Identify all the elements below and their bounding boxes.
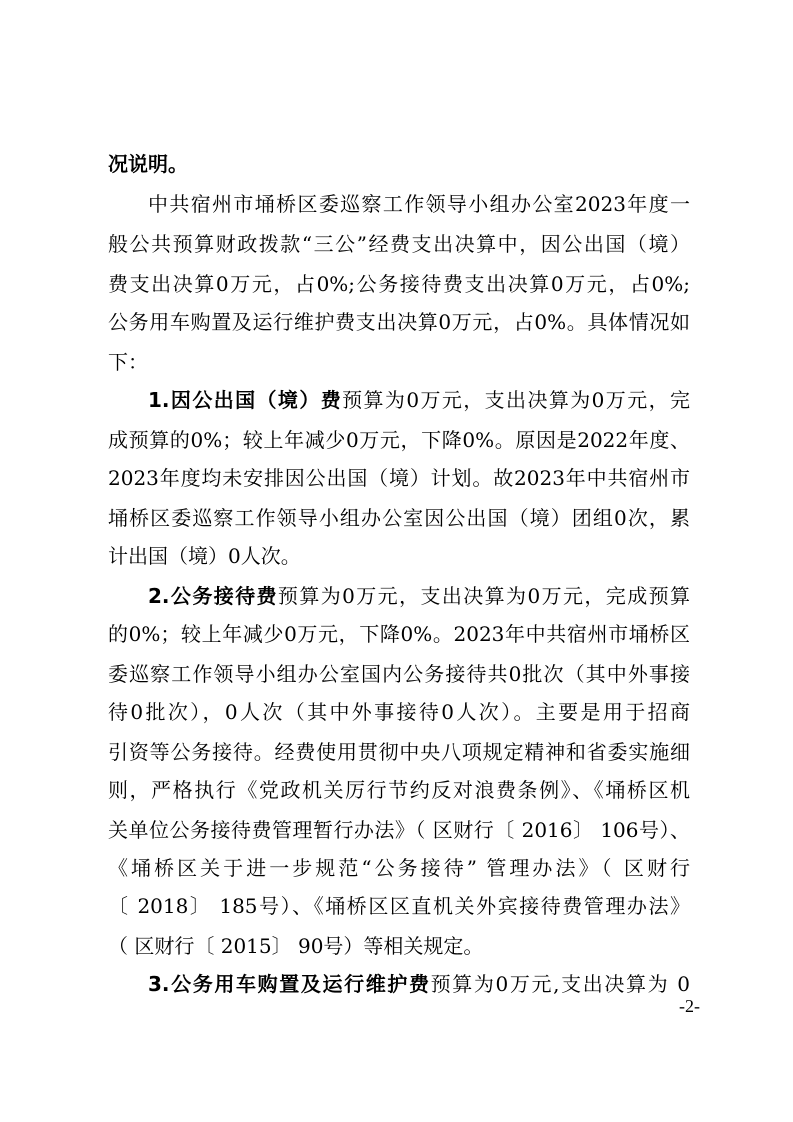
line-text: 预算为0万元，支出决算为0万元，完 bbox=[342, 388, 690, 412]
section-heading: 1.因公出国（境）费 bbox=[148, 388, 343, 412]
text-line: 2023年度均未安排因公出国（境）计划。故2023年中共宿州市 bbox=[108, 466, 690, 490]
page-number: -2- bbox=[679, 996, 700, 1016]
text-line: 中共宿州市埇桥区委巡察工作领导小组办公室2023年度一 bbox=[148, 192, 690, 216]
text-line: 般公共预算财政拨款“三公”经费支出决算中，因公出国（境） bbox=[108, 232, 690, 256]
text-line: 《埇桥区关于进一步规范“公务接待” 管理办法》（ 区财行 bbox=[108, 856, 690, 880]
text-line: 〔 2018〕 185号）、《埇桥区区直机关外宾接待费管理办法》 bbox=[108, 894, 690, 918]
text-line: 埇桥区委巡察工作领导小组办公室因公出国（境）团组0次，累 bbox=[108, 506, 690, 530]
text-line bbox=[148, 384, 690, 416]
section-heading: 2.公务接待费 bbox=[148, 584, 278, 608]
section-heading: 3.公务用车购置及运行维护费 bbox=[148, 972, 431, 996]
text-line: 委巡察工作领导小组办公室国内公务接待共0批次（其中外事接 bbox=[108, 662, 690, 686]
text-line: 引资等公务接待。经费使用贯彻中央八项规定精神和省委实施细 bbox=[108, 740, 690, 764]
line-text: 预算为0万元，支出决算为0万元，完成预算 bbox=[277, 584, 690, 608]
text-line: 的0%；较上年减少0万元，下降0%。2023年中共宿州市埇桥区 bbox=[108, 622, 690, 646]
text-line: 则，严格执行《党政机关厉行节约反对浪费条例》、《埇桥区机 bbox=[108, 778, 690, 802]
text-line: 成预算的0%；较上年减少0万元，下降0%。原因是2022年度、 bbox=[108, 428, 690, 452]
text-line: 计出国（境）0人次。 bbox=[108, 544, 301, 568]
text-line bbox=[148, 580, 690, 612]
text-line: 费支出决算0万元，占0%;公务接待费支出决算0万元，占0%; bbox=[108, 272, 690, 296]
text-line: 况说明。 bbox=[108, 152, 188, 176]
text-line: （ 区财行〔 2015〕 90号）等相关规定。 bbox=[108, 934, 484, 958]
line-text: 预算为0万元,支出决算为 0 bbox=[430, 972, 690, 996]
text-line: 公务用车购置及运行维护费支出决算0万元，占0%。具体情况如 bbox=[108, 310, 690, 334]
text-line bbox=[148, 968, 690, 1000]
text-line: 关单位公务接待费管理暂行办法》（ 区财行〔 2016〕 106号）、 bbox=[108, 818, 690, 842]
text-line: 待0批次），0人次（其中外事接待0人次）。主要是用于招商 bbox=[108, 700, 690, 724]
text-line: 下： bbox=[108, 350, 148, 374]
